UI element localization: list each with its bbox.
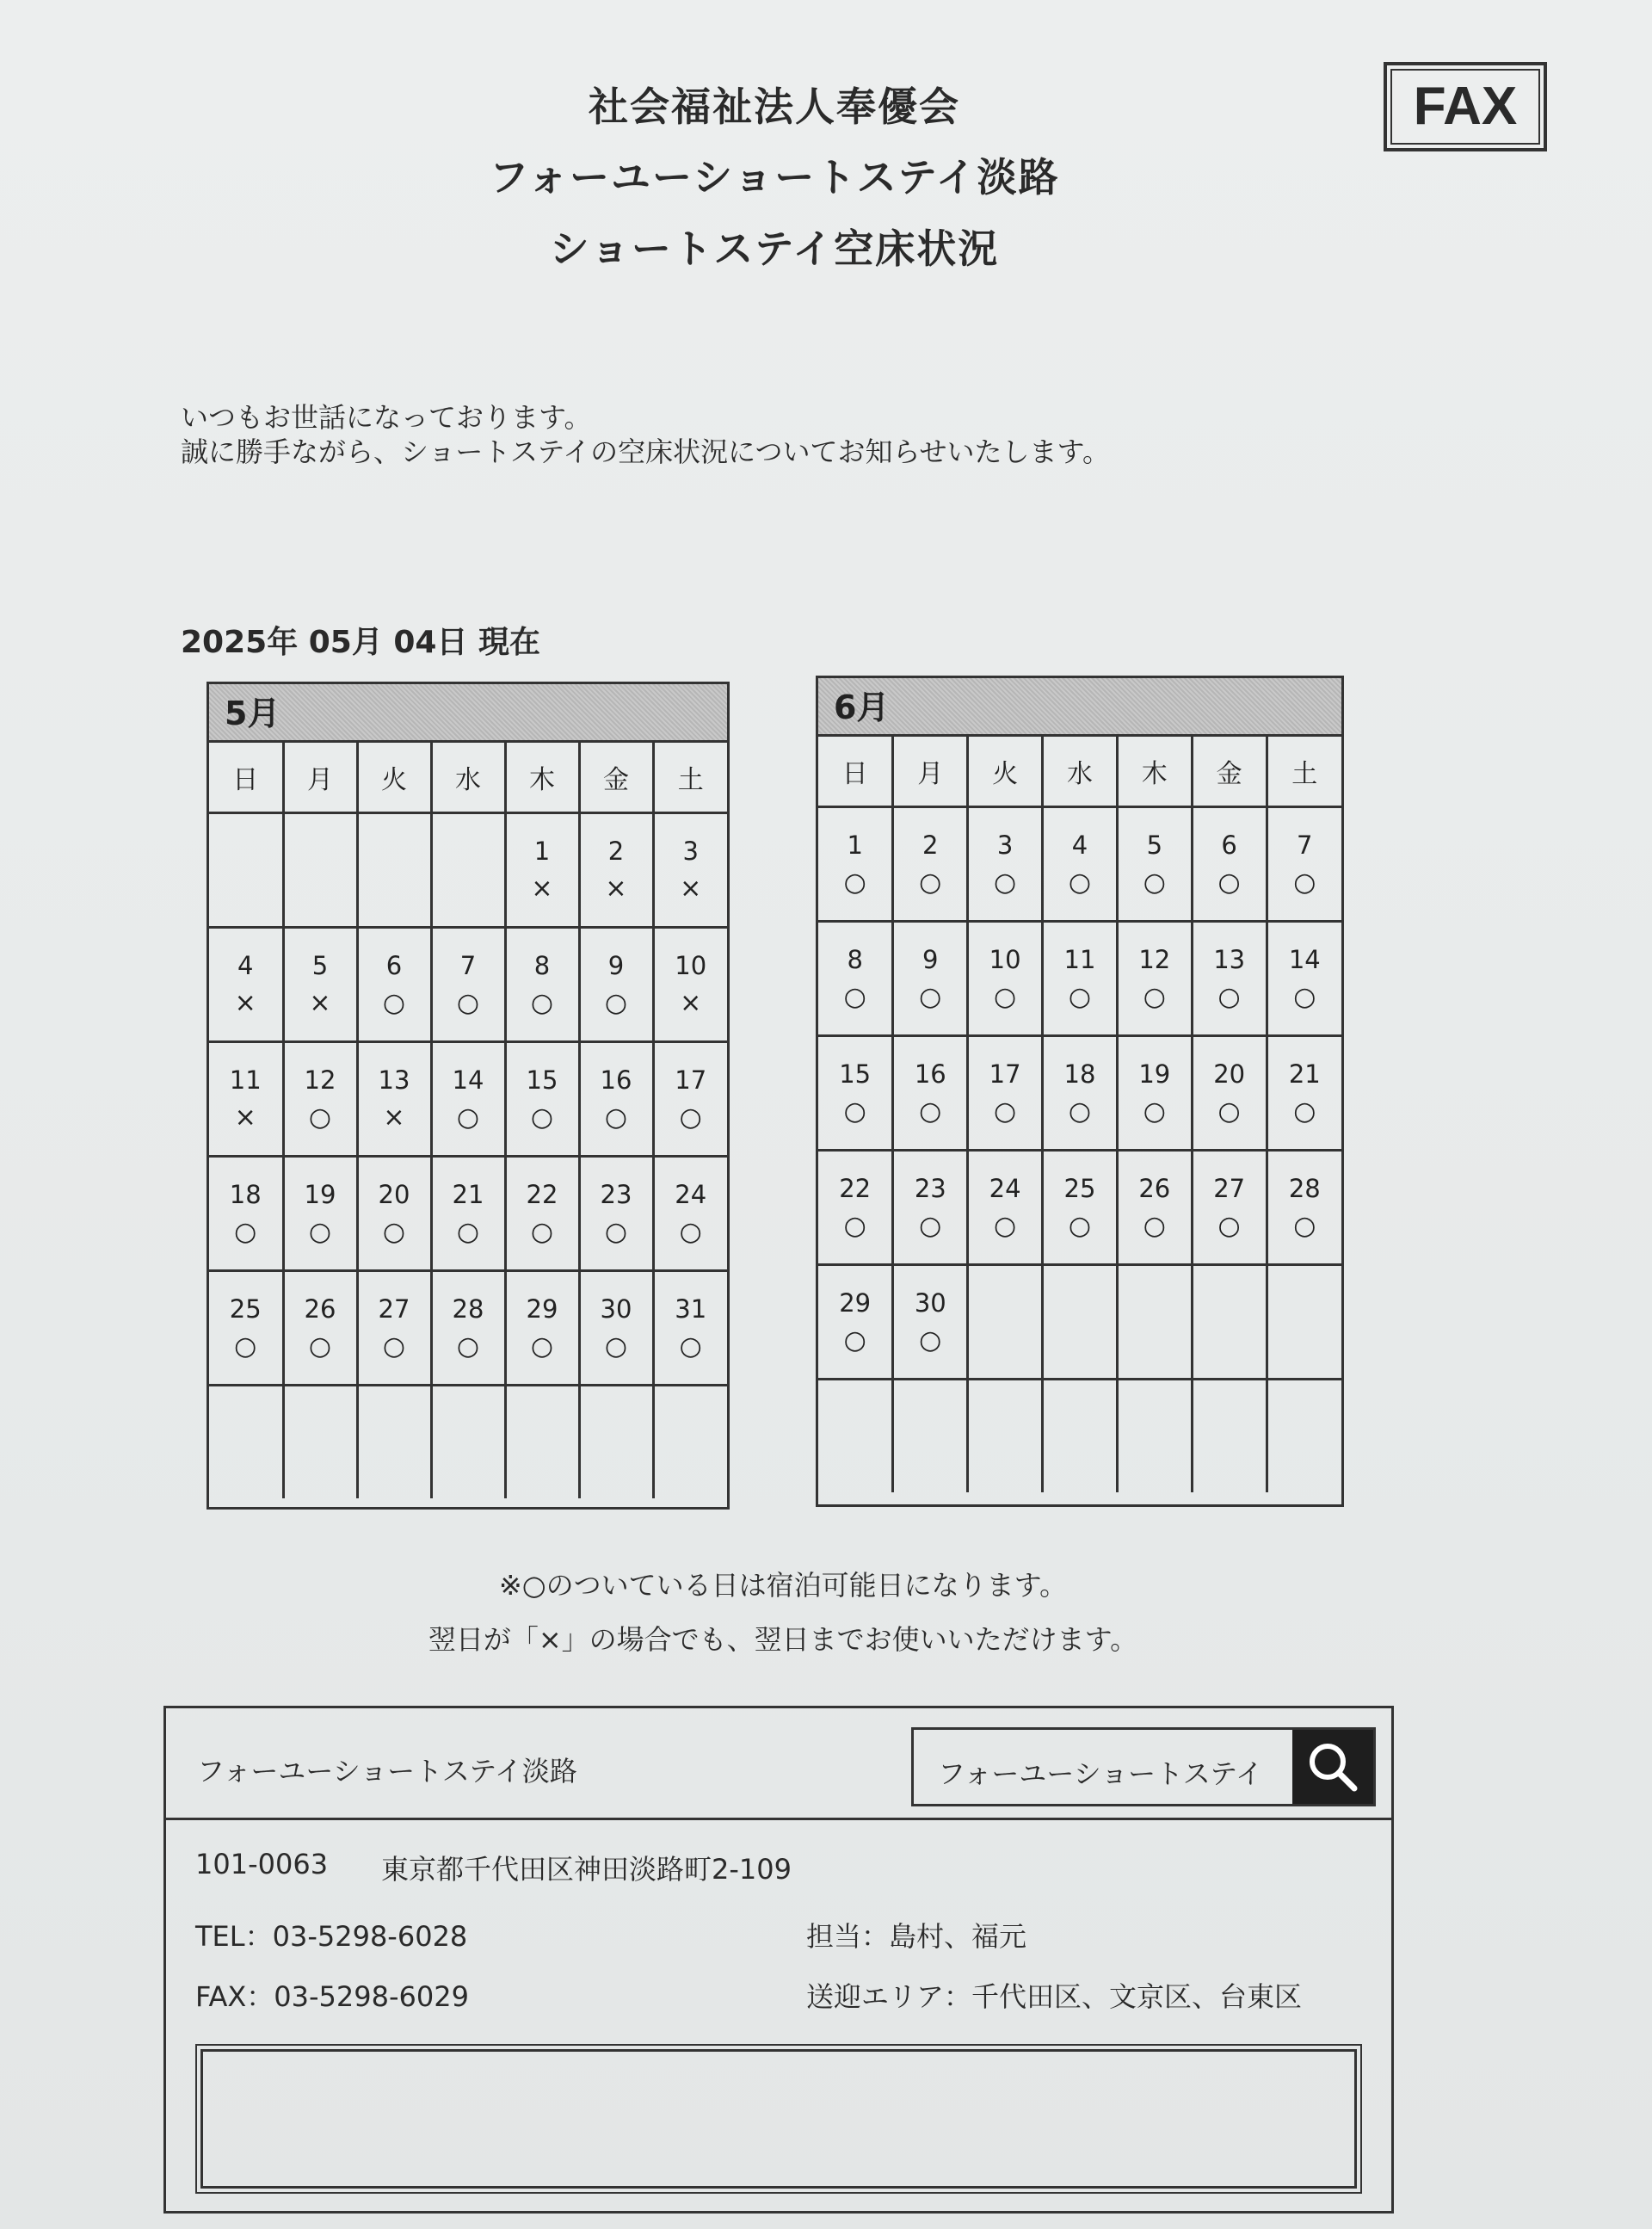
day-cell xyxy=(1192,1380,1267,1493)
day-number: 28 xyxy=(452,1294,484,1324)
day-number: 26 xyxy=(304,1294,336,1324)
day-cell xyxy=(357,1157,431,1271)
weekday-row xyxy=(818,737,1341,807)
day-number: 7 xyxy=(459,951,477,980)
week-row xyxy=(209,1386,727,1499)
day-number: 19 xyxy=(304,1180,336,1209)
day-cell xyxy=(1117,1151,1192,1265)
day-number: 23 xyxy=(914,1174,946,1203)
corporation-name: 社会福祉法人奉優会 xyxy=(589,83,960,130)
day-number: 2 xyxy=(922,830,939,860)
availability-mark: ○ xyxy=(382,988,406,1018)
facility-name: フォーユーショートステイ淡路 xyxy=(197,1755,577,1788)
facility-title: フォーユーショートステイ淡路 xyxy=(489,154,1060,201)
availability-mark: ○ xyxy=(604,1102,628,1133)
greeting-line-1: いつもお世話になっております。 xyxy=(181,401,592,434)
day-number: 26 xyxy=(1138,1174,1171,1203)
availability-mark: ○ xyxy=(843,1096,866,1127)
day-cell xyxy=(505,1157,579,1271)
day-number: 11 xyxy=(229,1065,262,1095)
day-cell xyxy=(893,807,968,922)
day-number: 1 xyxy=(533,837,551,866)
calendar-month-label: 5月 xyxy=(209,684,727,743)
availability-mark: ○ xyxy=(1293,982,1316,1012)
contact-box xyxy=(163,1706,1394,2214)
day-cell xyxy=(1117,1265,1192,1380)
week-row xyxy=(818,1036,1341,1151)
day-number: 10 xyxy=(989,945,1021,974)
day-number: 24 xyxy=(675,1180,707,1209)
day-number: 10 xyxy=(675,951,707,980)
availability-mark: ○ xyxy=(308,1331,332,1361)
day-number: 12 xyxy=(304,1065,336,1095)
availability-mark: ○ xyxy=(382,1331,406,1361)
weekday-header: 火 xyxy=(968,737,1043,807)
day-cell xyxy=(653,813,727,928)
availability-mark: × xyxy=(234,988,256,1018)
day-number: 12 xyxy=(1138,945,1171,974)
day-cell xyxy=(1043,922,1118,1036)
day-number: 7 xyxy=(1297,830,1313,860)
day-cell xyxy=(1267,922,1341,1036)
day-number: 14 xyxy=(1288,945,1321,974)
day-cell xyxy=(1267,1265,1341,1380)
weekday-header: 金 xyxy=(579,743,653,813)
day-number: 9 xyxy=(922,945,939,974)
availability-mark: ○ xyxy=(456,1331,480,1361)
availability-mark: ○ xyxy=(1217,868,1241,898)
day-cell xyxy=(893,1265,968,1380)
weekday-header: 水 xyxy=(1043,737,1118,807)
week-row xyxy=(818,1380,1341,1493)
day-cell xyxy=(431,813,505,928)
day-number: 30 xyxy=(600,1294,632,1324)
day-cell xyxy=(209,1042,283,1157)
availability-mark: ○ xyxy=(530,988,554,1018)
availability-mark: ○ xyxy=(456,1102,480,1133)
weekday-header: 土 xyxy=(1267,737,1341,807)
day-number: 13 xyxy=(1213,945,1246,974)
day-number: 8 xyxy=(847,945,863,974)
day-cell xyxy=(1192,1036,1267,1151)
day-number: 27 xyxy=(1213,1174,1246,1203)
day-number: 3 xyxy=(996,830,1014,860)
day-number: 16 xyxy=(914,1059,946,1089)
day-number: 4 xyxy=(237,951,254,980)
search-button xyxy=(1292,1730,1373,1804)
day-number: 20 xyxy=(378,1180,410,1209)
day-cell xyxy=(1043,1265,1118,1380)
day-cell xyxy=(968,807,1043,922)
day-number: 25 xyxy=(229,1294,262,1324)
availability-mark: ○ xyxy=(679,1217,702,1247)
day-cell xyxy=(818,1265,893,1380)
availability-mark: ○ xyxy=(1068,982,1092,1012)
availability-mark: × xyxy=(309,988,331,1018)
availability-mark: ○ xyxy=(456,988,480,1018)
weekday-header: 日 xyxy=(818,737,893,807)
availability-mark: × xyxy=(234,1102,256,1133)
day-cell xyxy=(357,1042,431,1157)
day-cell xyxy=(818,1151,893,1265)
fax-badge: FAX xyxy=(1384,62,1547,151)
availability-mark: ○ xyxy=(843,1211,866,1241)
staff-in-charge: 担当：島村、福元 xyxy=(806,1920,1027,1953)
availability-mark: ○ xyxy=(1293,1211,1316,1241)
availability-mark: ○ xyxy=(234,1217,257,1247)
day-number: 21 xyxy=(452,1180,484,1209)
pickup-area: 送迎エリア：千代田区、文京区、台東区 xyxy=(806,1980,1303,2013)
day-cell xyxy=(1267,1036,1341,1151)
weekday-header: 日 xyxy=(209,743,283,813)
availability-mark: ○ xyxy=(604,1217,628,1247)
day-cell xyxy=(283,813,357,928)
day-cell xyxy=(968,922,1043,1036)
day-number: 22 xyxy=(839,1174,872,1203)
day-cell xyxy=(1043,1151,1118,1265)
availability-mark: ○ xyxy=(1068,1211,1092,1241)
tel-number: TEL：03-5298-6028 xyxy=(195,1920,468,1953)
note-availability: ※○のついている日は宿泊可能日になります。 xyxy=(498,1569,1068,1602)
address: 東京都千代田区神田淡路町2-109 xyxy=(381,1853,792,1886)
day-cell xyxy=(1267,1151,1341,1265)
weekday-header: 水 xyxy=(431,743,505,813)
day-cell xyxy=(431,1042,505,1157)
document-title: ショートステイ空床状況 xyxy=(549,225,1000,272)
day-cell xyxy=(1043,1036,1118,1151)
as-of-date: 2025年 05月 04日 現在 xyxy=(181,625,540,660)
availability-mark: × xyxy=(383,1102,405,1133)
day-number: 6 xyxy=(1221,830,1237,860)
day-number: 1 xyxy=(847,830,863,860)
day-cell xyxy=(431,1386,505,1499)
search-box xyxy=(911,1727,1376,1806)
day-cell xyxy=(579,1386,653,1499)
availability-mark: ○ xyxy=(530,1331,554,1361)
week-row xyxy=(209,1271,727,1386)
availability-mark: ○ xyxy=(1143,982,1166,1012)
availability-mark: ○ xyxy=(1143,1096,1166,1127)
day-number: 23 xyxy=(600,1180,632,1209)
availability-mark: ○ xyxy=(994,868,1017,898)
day-cell xyxy=(505,928,579,1042)
day-number: 18 xyxy=(229,1180,262,1209)
availability-mark: ○ xyxy=(456,1217,480,1247)
day-cell xyxy=(209,928,283,1042)
day-number: 13 xyxy=(378,1065,410,1095)
day-cell xyxy=(1267,807,1341,922)
day-cell xyxy=(968,1036,1043,1151)
availability-mark: ○ xyxy=(994,1096,1017,1127)
day-cell xyxy=(209,1157,283,1271)
search-query: フォーユーショートステイ xyxy=(938,1757,1263,1790)
day-cell xyxy=(209,1386,283,1499)
day-cell xyxy=(818,1380,893,1493)
day-cell xyxy=(1192,922,1267,1036)
calendar-month-label: 6月 xyxy=(818,678,1341,737)
day-cell xyxy=(893,1151,968,1265)
day-number: 25 xyxy=(1063,1174,1096,1203)
availability-mark: ○ xyxy=(382,1217,406,1247)
fax-number: FAX：03-5298-6029 xyxy=(195,1980,469,2013)
day-cell xyxy=(653,1157,727,1271)
day-cell xyxy=(505,1386,579,1499)
weekday-header: 金 xyxy=(1192,737,1267,807)
availability-mark: ○ xyxy=(919,1096,942,1127)
weekday-header: 火 xyxy=(357,743,431,813)
availability-mark: ○ xyxy=(1068,1096,1092,1127)
week-row xyxy=(818,1151,1341,1265)
day-cell xyxy=(653,928,727,1042)
availability-mark: ○ xyxy=(1217,1211,1241,1241)
day-cell xyxy=(505,813,579,928)
greeting xyxy=(181,400,1110,469)
day-cell xyxy=(1267,1380,1341,1493)
day-cell xyxy=(893,1380,968,1493)
availability-mark: × xyxy=(680,874,702,904)
day-cell xyxy=(579,1042,653,1157)
availability-mark: ○ xyxy=(1217,982,1241,1012)
availability-mark: ○ xyxy=(604,1331,628,1361)
weekday-header: 土 xyxy=(653,743,727,813)
day-number: 15 xyxy=(839,1059,872,1089)
day-number: 16 xyxy=(600,1065,632,1095)
availability-mark: ○ xyxy=(679,1331,702,1361)
availability-mark: ○ xyxy=(604,988,628,1018)
availability-mark: ○ xyxy=(919,1211,942,1241)
day-cell xyxy=(431,1157,505,1271)
availability-mark: ○ xyxy=(1143,868,1166,898)
day-number: 8 xyxy=(533,951,551,980)
day-number: 21 xyxy=(1288,1059,1321,1089)
day-number: 11 xyxy=(1063,945,1096,974)
availability-mark: ○ xyxy=(1293,1096,1316,1127)
availability-mark: × xyxy=(605,874,627,904)
day-number: 6 xyxy=(385,951,403,980)
calendar-grid xyxy=(818,737,1341,1492)
availability-mark: ○ xyxy=(994,1211,1017,1241)
day-number: 2 xyxy=(607,837,625,866)
calendar-grid xyxy=(209,743,727,1498)
day-cell xyxy=(893,922,968,1036)
availability-mark: ○ xyxy=(919,1325,942,1355)
day-cell xyxy=(653,1271,727,1386)
calendar-may xyxy=(206,682,730,1510)
availability-mark: ○ xyxy=(843,868,866,898)
day-number: 5 xyxy=(1146,830,1163,860)
weekday-header: 月 xyxy=(283,743,357,813)
day-cell xyxy=(283,928,357,1042)
weekday-row xyxy=(209,743,727,813)
availability-mark: ○ xyxy=(994,982,1017,1012)
note-next-day: 翌日が「×」の場合でも、翌日までお使いいただけます。 xyxy=(428,1623,1138,1656)
day-number: 22 xyxy=(526,1180,558,1209)
day-cell xyxy=(579,813,653,928)
day-cell xyxy=(1192,1265,1267,1380)
day-cell xyxy=(431,928,505,1042)
week-row xyxy=(818,807,1341,922)
day-cell xyxy=(283,1042,357,1157)
availability-mark: ○ xyxy=(843,1325,866,1355)
day-cell xyxy=(1117,1380,1192,1493)
day-cell xyxy=(968,1265,1043,1380)
week-row xyxy=(818,922,1341,1036)
day-cell xyxy=(209,813,283,928)
availability-mark: ○ xyxy=(919,982,942,1012)
day-number: 20 xyxy=(1213,1059,1246,1089)
availability-mark: ○ xyxy=(1068,868,1092,898)
day-cell xyxy=(505,1042,579,1157)
availability-mark: ○ xyxy=(308,1102,332,1133)
calendar-june xyxy=(816,676,1344,1507)
greeting-line-2: 誠に勝手ながら、ショートステイの空床状況についてお知らせいたします。 xyxy=(181,435,1111,468)
day-number: 19 xyxy=(1138,1059,1171,1089)
day-number: 9 xyxy=(607,951,625,980)
day-cell xyxy=(357,1386,431,1499)
day-number: 29 xyxy=(839,1288,872,1318)
memo-box xyxy=(200,2049,1357,2189)
availability-mark: ○ xyxy=(530,1102,554,1133)
availability-mark: ○ xyxy=(1217,1096,1241,1127)
weekday-header: 木 xyxy=(505,743,579,813)
availability-mark: ○ xyxy=(919,868,942,898)
day-cell xyxy=(1043,807,1118,922)
contact-header xyxy=(166,1708,1391,1820)
day-cell xyxy=(1117,922,1192,1036)
availability-mark: ○ xyxy=(530,1217,554,1247)
availability-mark: × xyxy=(531,874,553,904)
availability-mark: ○ xyxy=(679,1102,702,1133)
availability-mark: ○ xyxy=(843,982,866,1012)
day-cell xyxy=(283,1157,357,1271)
day-cell xyxy=(431,1271,505,1386)
day-number: 15 xyxy=(526,1065,558,1095)
day-cell xyxy=(357,928,431,1042)
week-row xyxy=(209,1157,727,1271)
day-cell xyxy=(505,1271,579,1386)
week-row xyxy=(209,928,727,1042)
availability-mark: ○ xyxy=(234,1331,257,1361)
day-cell xyxy=(968,1151,1043,1265)
day-number: 27 xyxy=(378,1294,410,1324)
day-cell xyxy=(968,1380,1043,1493)
day-cell xyxy=(893,1036,968,1151)
day-number: 18 xyxy=(1063,1059,1096,1089)
day-cell xyxy=(357,813,431,928)
day-number: 17 xyxy=(989,1059,1021,1089)
day-cell xyxy=(653,1386,727,1499)
availability-mark: ○ xyxy=(1143,1211,1166,1241)
day-number: 17 xyxy=(675,1065,707,1095)
availability-mark: × xyxy=(680,988,702,1018)
day-number: 30 xyxy=(914,1288,946,1318)
availability-mark: ○ xyxy=(308,1217,332,1247)
day-cell xyxy=(283,1271,357,1386)
day-cell xyxy=(1192,1151,1267,1265)
day-number: 31 xyxy=(675,1294,707,1324)
day-number: 5 xyxy=(311,951,329,980)
day-cell xyxy=(653,1042,727,1157)
day-cell xyxy=(1043,1380,1118,1493)
day-number: 29 xyxy=(526,1294,558,1324)
day-cell xyxy=(1117,1036,1192,1151)
day-cell xyxy=(579,1157,653,1271)
day-cell xyxy=(209,1271,283,1386)
day-cell xyxy=(579,1271,653,1386)
day-cell xyxy=(579,928,653,1042)
day-cell xyxy=(357,1271,431,1386)
day-cell xyxy=(818,807,893,922)
day-cell xyxy=(1192,807,1267,922)
day-cell xyxy=(1117,807,1192,922)
day-number: 24 xyxy=(989,1174,1021,1203)
postal-code: 101-0063 xyxy=(195,1848,329,1880)
day-cell xyxy=(818,922,893,1036)
week-row xyxy=(209,1042,727,1157)
day-number: 14 xyxy=(452,1065,484,1095)
day-number: 28 xyxy=(1288,1174,1321,1203)
weekday-header: 月 xyxy=(893,737,968,807)
day-cell xyxy=(283,1386,357,1499)
day-number: 4 xyxy=(1071,830,1088,860)
week-row xyxy=(818,1265,1341,1380)
weekday-header: 木 xyxy=(1117,737,1192,807)
week-row xyxy=(209,813,727,928)
availability-mark: ○ xyxy=(1293,868,1316,898)
magnifier-icon xyxy=(1304,1738,1361,1795)
day-number: 3 xyxy=(682,837,699,866)
day-cell xyxy=(818,1036,893,1151)
